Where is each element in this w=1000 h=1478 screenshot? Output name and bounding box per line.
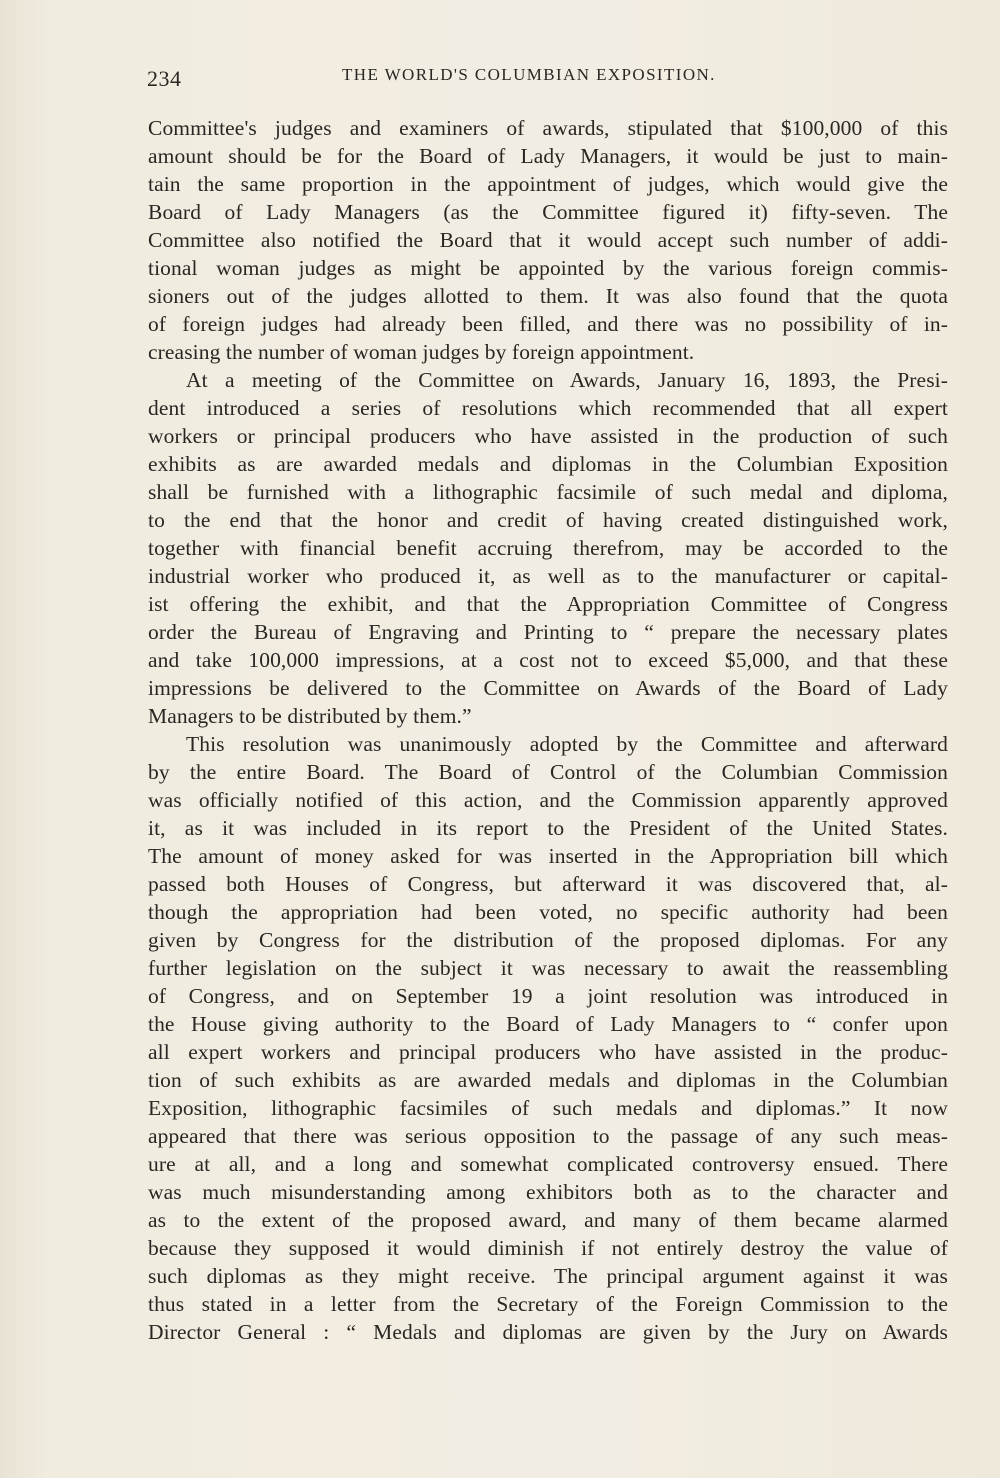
text-line: together with financial benefit accruing therefrom, may be accorded to the [148,536,948,560]
text-line: all expert workers and principal producers who have assisted in the produc- [148,1040,948,1064]
text-line: impressions be delivered to the Committee on Awards of the Board of Lady [148,676,948,700]
text-line: thus stated in a letter from the Secretary of the Foreign Commission to the [148,1292,948,1316]
text-line: was much misunderstanding among exhibitors both as to the character and [148,1180,948,1204]
text-line: given by Congress for the distribution of the proposed diplomas. For any [148,928,948,952]
text-line: creasing the number of woman judges by foreign appointment. [148,340,695,364]
text-line: Director General : “ Medals and diplomas are given by the Jury on Awards [148,1320,948,1344]
text-line: tion of such exhibits as are awarded medals and diplomas in the Columbian [148,1068,948,1092]
text-line: to the end that the honor and credit of having created distinguished work, [148,508,948,532]
text-line: At a meeting of the Committee on Awards, January 16, 1893, the Presi- [186,368,948,392]
text-line: passed both Houses of Congress, but afterward it was discovered that, al- [148,872,948,896]
text-line: Exposition, lithographic facsimiles of such medals and diplomas.” It now [148,1096,948,1120]
text-line: industrial worker who produced it, as well as to the manufacturer or capital- [148,564,948,588]
text-line: though the appropriation had been voted, no specific authority had been [148,900,948,924]
text-line: ure at all, and a long and somewhat complicated controversy ensued. There [148,1152,948,1176]
paragraph [148,730,948,1346]
text-line: by the entire Board. The Board of Control of the Columbian Commission [148,760,948,784]
text-line: of foreign judges had already been filled, and there was no possibility of in- [148,312,948,336]
text-line: shall be furnished with a lithographic facsimile of such medal and diploma, [148,480,948,504]
text-line: and take 100,000 impressions, at a cost not to exceed $5,000, and that these [148,648,948,672]
text-line: tional woman judges as might be appointed by the various foreign commis- [148,256,948,280]
text-line: Committee also notified the Board that it would accept such number of addi- [148,228,948,252]
body-text [148,114,948,1346]
text-line: Committee's judges and examiners of awards, stipulated that $100,000 of this [148,116,948,140]
text-line: as to the extent of the proposed award, and many of them became alarmed [148,1208,948,1232]
paragraph [148,366,948,730]
text-line: Board of Lady Managers (as the Committee figured it) fifty-seven. The [148,200,948,224]
text-line: because they supposed it would diminish if not entirely destroy the value of [148,1236,948,1260]
text-line: dent introduced a series of resolutions which recommended that all expert [148,396,948,420]
text-line: amount should be for the Board of Lady Managers, it would be just to main- [148,144,948,168]
text-line: This resolution was unanimously adopted by the Committee and afterward [186,732,948,756]
text-line: Managers to be distributed by them.” [148,704,472,728]
paragraph [148,114,948,366]
text-line: further legislation on the subject it was necessary to await the reassembling [148,956,948,980]
page-header [147,60,947,90]
page-number: 234 [147,66,182,91]
text-line: was officially notified of this action, and the Commission apparently approved [148,788,948,812]
text-line: appeared that there was serious opposition to the passage of any such meas- [148,1124,948,1148]
text-line: The amount of money asked for was inserted in the Appropriation bill which [148,844,948,868]
text-line: it, as it was included in its report to the President of the United States. [148,816,948,840]
text-line: the House giving authority to the Board of Lady Managers to “ confer upon [148,1012,948,1036]
text-line: order the Bureau of Engraving and Printing to “ prepare the necessary plates [148,620,948,644]
running-title: THE WORLD'S COLUMBIAN EXPOSITION. [342,65,716,84]
text-line: workers or principal producers who have assisted in the production of such [148,424,948,448]
text-line: ist offering the exhibit, and that the Appropriation Committee of Congress [148,592,948,616]
text-line: such diplomas as they might receive. The principal argument against it was [148,1264,948,1288]
text-line: tain the same proportion in the appointment of judges, which would give the [148,172,948,196]
text-line: sioners out of the judges allotted to them. It was also found that the quota [148,284,948,308]
text-line: of Congress, and on September 19 a joint resolution was introduced in [148,984,948,1008]
text-line: exhibits as are awarded medals and diplomas in the Columbian Exposition [148,452,948,476]
